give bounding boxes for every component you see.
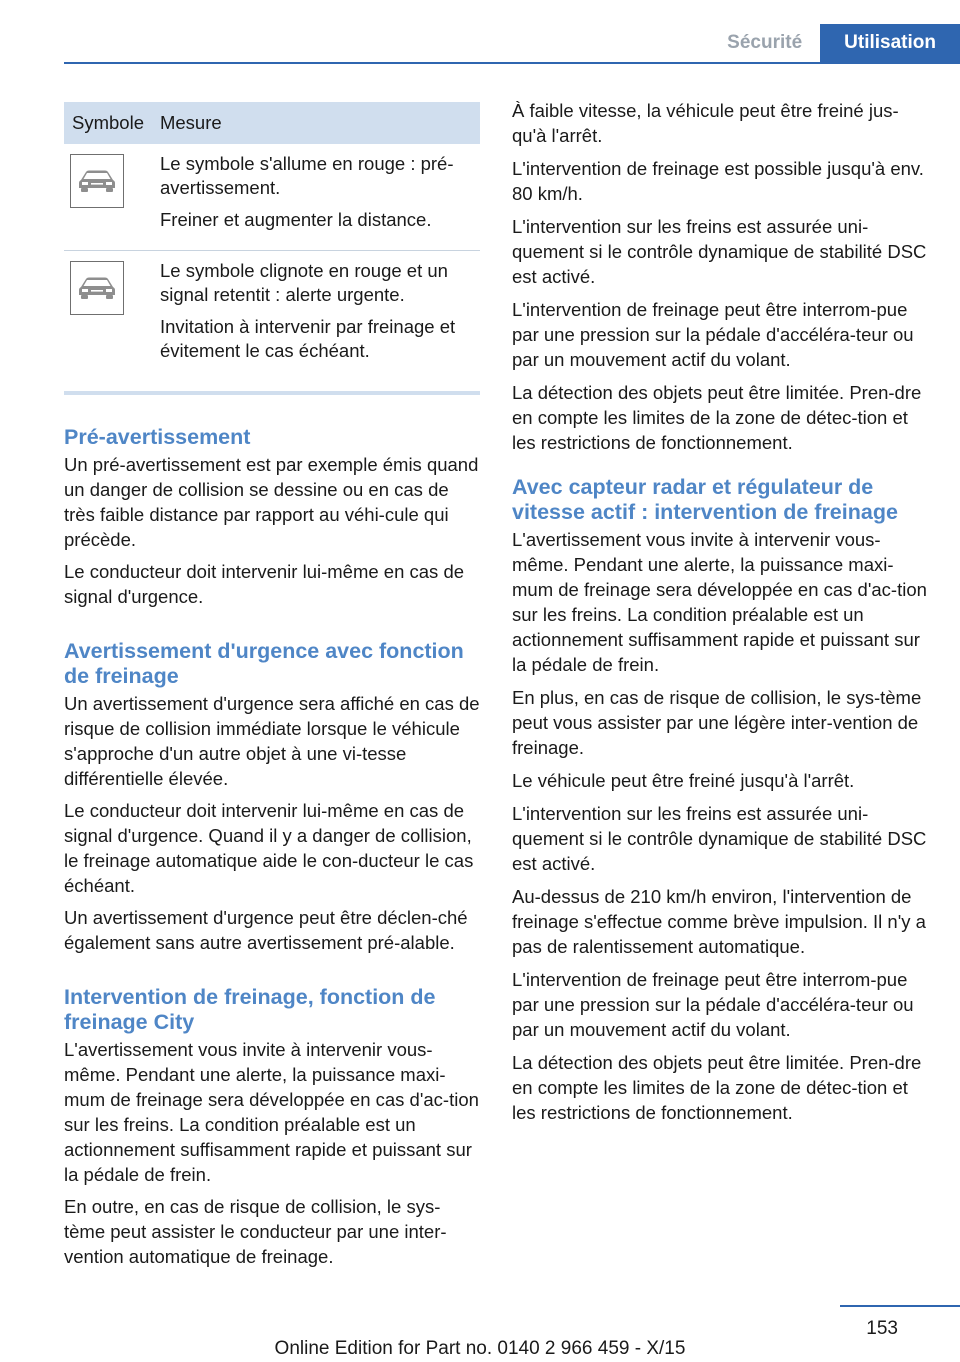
paragraph: L'avertissement vous invite à intervenir vous-même. Pendant une alerte, la puissance maxi-mum de freinage sera développée en cas d'ac-tion sur les freins. La condition préalable est un actionnement suffisamment rapide et puissant sur la pédale de frein. <box>64 1039 479 1185</box>
table-end-rule <box>64 391 480 395</box>
table-header-row <box>64 102 480 144</box>
paragraph: La détection des objets peut être limitée. Pren-dre en compte les limites de la zone de détec-tion et les restrictions de fonctionnement. <box>512 1052 922 1123</box>
paragraph: Un pré-avertissement est par exemple émis quand un danger de collision se dessine ou en cas de très faible distance par rapport au véhi-cule qui précède. <box>64 454 479 550</box>
paragraph: L'intervention de freinage peut être interrom-pue par une pression sur la pédale d'accéléra-teur ou par un mouvement actif du volant. <box>512 969 914 1040</box>
tab-securite[interactable]: Sécurité <box>709 24 820 62</box>
paragraph: Le conducteur doit intervenir lui-même en cas de signal d'urgence. <box>64 561 465 607</box>
paragraph: En plus, en cas de risque de collision, le sys-tème peut vous assister par une légère inter-vention de freinage. <box>512 687 922 758</box>
header-tabs <box>709 24 960 62</box>
paragraph: L'intervention sur les freins est assurée uni-quement si le contrôle dynamique de stabilité DSC est activé. <box>512 216 927 287</box>
page-number: 153 <box>866 1318 898 1339</box>
paragraph: La détection des objets peut être limitée. Pren-dre en compte les limites de la zone de détec-tion et les restrictions de fonctionnement. <box>512 382 922 453</box>
paragraph: En outre, en cas de risque de collision, le sys-tème peut assister le conducteur par une inter-vention automatique de freinage. <box>64 1196 447 1267</box>
footer-rule <box>840 1305 960 1307</box>
section-title-pre-avertissement: Pré-avertissement <box>64 425 251 449</box>
measure-text: Le symbole s'allume en rouge : pré-avertissement. <box>159 153 454 198</box>
section-title-avertissement-urgence: Avertissement d'urgence avec fonction de freinage <box>64 639 464 688</box>
car-warning-icon <box>70 154 124 208</box>
paragraph: Un avertissement d'urgence sera affiché en cas de risque de collision immédiate lorsque le véhicule s'approche d'un autre objet à une vi-tesse différentielle élevée. <box>64 693 480 789</box>
paragraph: Le conducteur doit intervenir lui-même en cas de signal d'urgence. Quand il y a danger de collision, le freinage automatique aide le con-ducteur le cas échéant. <box>64 800 474 896</box>
symbol-table <box>64 102 480 381</box>
measure-cell <box>152 251 480 382</box>
measure-cell <box>152 144 480 251</box>
measure-text: Invitation à intervenir par freinage et évitement le cas échéant. <box>159 316 456 361</box>
table-row <box>64 251 480 382</box>
section-title-freinage-city: Intervention de freinage, fonction de freinage City <box>64 985 436 1034</box>
right-column <box>512 98 930 1133</box>
column-header-mesure: Mesure <box>152 102 480 144</box>
paragraph: Le véhicule peut être freiné jusqu'à l'arrêt. <box>512 770 855 791</box>
header-rule <box>64 62 960 64</box>
car-warning-flashing-icon <box>70 261 124 315</box>
measure-text: Freiner et augmenter la distance. <box>159 209 432 230</box>
left-column <box>64 102 480 1276</box>
symbol-cell <box>64 251 152 382</box>
paragraph: L'intervention sur les freins est assurée uni-quement si le contrôle dynamique de stabilité DSC est activé. <box>512 803 927 874</box>
edition-footer: Online Edition for Part no. 0140 2 966 459 - X/15 <box>274 1338 686 1359</box>
paragraph: L'intervention de freinage est possible jusqu'à env. 80 km/h. <box>512 158 924 204</box>
paragraph: À faible vitesse, la véhicule peut être freiné jus-qu'à l'arrêt. <box>512 100 899 146</box>
column-header-symbole: Symbole <box>64 102 152 144</box>
paragraph: Au-dessus de 210 km/h environ, l'intervention de freinage s'effectue comme brève impulsion. Il n'y a pas de ralentissement automatique. <box>512 886 926 957</box>
paragraph: Un avertissement d'urgence peut être déclen-ché également sans autre avertissement pré-alable. <box>64 907 468 953</box>
table-row <box>64 144 480 251</box>
measure-text: Le symbole clignote en rouge et un signal retentit : alerte urgente. <box>159 260 448 305</box>
paragraph: L'avertissement vous invite à intervenir vous-même. Pendant une alerte, la puissance maxi-mum de freinage sera développée en cas d'ac-tion sur les freins. La condition préalable est un actionnement suffisamment rapide et puissant sur la pédale de frein. <box>512 529 927 675</box>
symbol-cell <box>64 144 152 251</box>
paragraph: L'intervention de freinage peut être interrom-pue par une pression sur la pédale d'accéléra-teur ou par un mouvement actif du volant. <box>512 299 914 370</box>
section-title-capteur-radar: Avec capteur radar et régulateur de vitesse actif : intervention de freinage <box>512 475 898 524</box>
tab-utilisation[interactable]: Utilisation <box>820 24 960 62</box>
